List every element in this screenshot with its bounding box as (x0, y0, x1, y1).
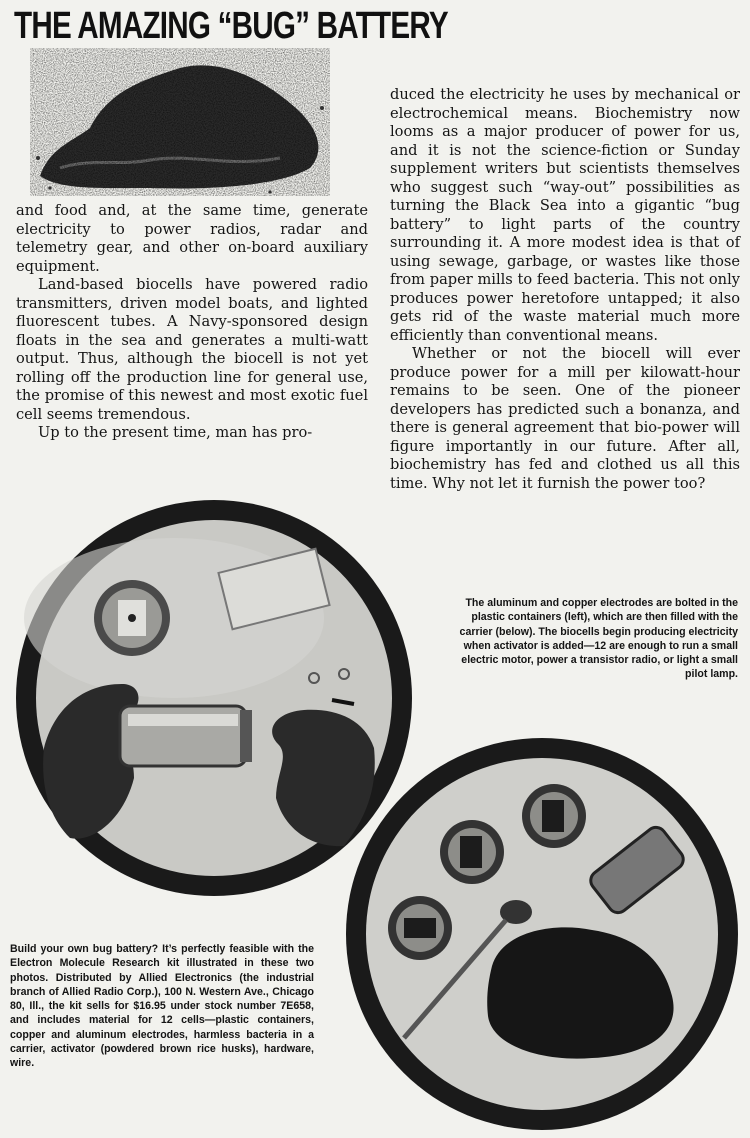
photo-caption-left: Build your own bug battery? It’s perfectly feasible with the Electron Molecule Research kit illustrated in these two photos. Distributed by Allied Electronics (the industrial branch of Allied Radio Corp.), 100 N. Western Ave., Chicago 80, Ill., the kit sells for $16.95 under stock number 7E658, and includes material for 12 cells—plastic containers, copper and aluminum electrodes, harmless bacteria in a carrier, activator (powdered brown rice husks), hardware, wire. (10, 943, 314, 1070)
photo-caption-right: The aluminum and copper electrodes are bolted in the plastic containers (left), which are then filled with the carrier (below). The biocells begin producing electricity when activator is added—12 are enough to run a small electric motor, power a transistor radio, or light a small pilot lamp. (459, 597, 738, 681)
plastic-container-icon (94, 580, 170, 656)
cell-container-icon (440, 820, 504, 884)
paragraph: Land-based biocells have powered radio transmitters, driven model boats, and lighted fluorescent tubes. A Navy-sponsored design floats in the sea and generates a multi-watt output. Thus, although the biocell is not yet rolling off the production line for general use, the promise of this newest and most exotic fuel cell seems tremendous. (16, 276, 368, 423)
paragraph: and food and, at the same time, generate electricity to power radios, radar and telemetry gear, and other on-board auxiliary equipment. (16, 202, 368, 275)
paragraph: Up to the present time, man has pro- (38, 424, 313, 441)
photo-kit-components (342, 736, 742, 1132)
article-column-right (390, 86, 740, 493)
glass-cylinder-icon (120, 706, 252, 766)
paragraph: Whether or not the biocell will ever produce power for a mill per kilowatt-hour remains to be seen. One of the pioneer developers has predicted such a bonanza, and there is general agreement that bio-power will figure importantly in our future. After all, biochemistry has fed and clothed us all this time. Why not let it furnish the power too? (390, 345, 740, 492)
cell-container-icon (388, 896, 452, 960)
paragraph: duced the electricity he uses by mechanical or electrochemical means. Biochemistry now looms as a major producer of power for us, and it is not the science-fiction or Sunday supplement writers but scientists themselves who suggest such “way-out” possibilities as turning the Black Sea into a gigantic “bug battery” to light parts of the country surrounding it. A more modest idea is that of using sewage, garbage, or wastes like those from paper mills to feed bacteria. This not only produces power heretofore untapped; it also gets rid of the waste material much more efficiently than conventional means. (390, 86, 740, 344)
article-column-left (16, 202, 368, 443)
article-title: THE AMAZING “BUG” BATTERY (14, 5, 448, 47)
powder-pile-illustration (30, 48, 330, 196)
cell-container-icon (522, 784, 586, 848)
